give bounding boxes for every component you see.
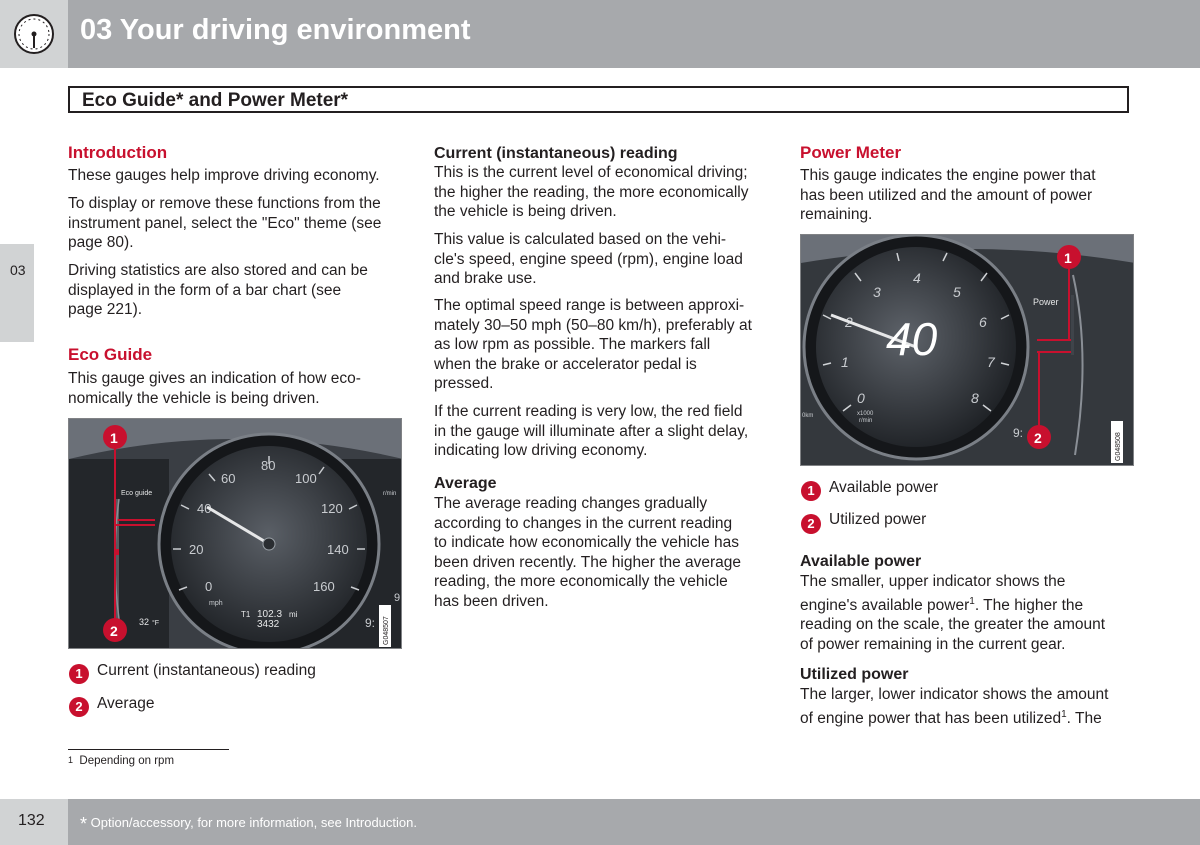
rpm-label-0: 0: [857, 390, 865, 406]
current-reading-paragraph-3: The optimal speed range is between approxi- mately 30–50 mph (50–80 km/h), preferably at as low rpm as possible. The markers fall when the brake or accelerator pedal is pressed.: [434, 297, 752, 392]
odometer-value: 3432: [257, 619, 280, 630]
speed-label-120: 120: [321, 501, 343, 516]
rpm-label-4: 4: [913, 270, 921, 286]
eco-guide-heading: Eco Guide: [68, 345, 153, 364]
speed-label-140: 140: [327, 542, 349, 557]
speed-label-20: 20: [189, 542, 204, 557]
legend-badge-1: 1: [69, 664, 89, 684]
clock-value-power: 9:: [1013, 426, 1024, 440]
utilized-power-paragraph: The larger, lower indicator shows the amount of engine power that has been utilized$^1$. The: [800, 686, 1109, 727]
legend-text-utilized: Utilized power: [829, 511, 927, 528]
footnote-rule: [68, 749, 229, 750]
temperature-value: 32: [139, 617, 150, 627]
trip-unit: mi: [289, 610, 298, 619]
svg-text:1: 1: [110, 430, 118, 446]
section-title-box: [68, 86, 1129, 113]
speed-label-160: 160: [313, 579, 335, 594]
average-paragraph: The average reading changes gradually according to changes in the current reading to indicate how economically the vehicle has been driven recently. The higher the average reading, the more economically the vehicle has been driven.: [434, 495, 742, 610]
speed-label-80: 80: [261, 458, 276, 473]
x1000-label: x1000: [857, 411, 874, 417]
legend-badge-1-power: 1: [801, 481, 821, 501]
rpm-label-6: 6: [979, 314, 987, 330]
rpm-label-1: 1: [841, 354, 849, 370]
speed-label-0: 0: [205, 579, 213, 594]
temperature-unit: °F: [152, 620, 160, 627]
intro-paragraph-1: These gauges help improve driving economy.: [68, 167, 380, 184]
page-number: 132: [18, 812, 45, 829]
average-heading: Average: [434, 475, 497, 492]
gauge-icon: [0, 0, 68, 68]
current-reading-heading: Current (instantaneous) reading: [434, 145, 678, 162]
rpm-label-3: 3: [873, 284, 881, 300]
power-meter-figure: [800, 234, 1134, 466]
chapter-title: 03 Your driving environment: [80, 14, 471, 46]
clock-value: 9:: [365, 616, 376, 630]
footer-note: * Option/accessory, for more information, see Introduction.: [80, 814, 417, 834]
svg-text:2: 2: [110, 623, 118, 639]
rpm-label-7: 7: [987, 354, 995, 370]
eco-guide-paragraph: This gauge gives an indication of how eco- nomically the vehicle is being driven.: [68, 370, 361, 407]
speed-label-100: 100: [295, 471, 317, 486]
power-meter-paragraph: This gauge indicates the engine power that has been utilized and the amount of power remaining.: [800, 167, 1096, 223]
legend-badge-2-power: 2: [801, 514, 821, 534]
trip-value: 102.3: [257, 609, 283, 620]
footnote: 1 Depending on rpm: [68, 755, 175, 767]
eco-guide-gauge-illustration: [69, 419, 402, 649]
section-title: Eco Guide* and Power Meter*: [82, 90, 349, 111]
eco-guide-figure: [68, 418, 402, 649]
eco-guide-label: Eco guide: [121, 490, 153, 497]
trip-label: T1: [241, 610, 251, 619]
svg-text:1: 1: [1064, 250, 1072, 266]
km-label: 0km: [802, 413, 814, 419]
rpm-small-label: r/min: [383, 491, 397, 497]
chapter-icon-box: [0, 0, 68, 68]
current-reading-paragraph-4: If the current reading is very low, the red field in the gauge will illuminate after a slight delay, indicating low driving economy.: [434, 403, 749, 459]
speed-label-40: 40: [197, 501, 212, 516]
power-meter-gauge-illustration: [801, 235, 1134, 466]
introduction-heading: Introduction: [68, 143, 168, 162]
legend-text-current: Current (instantaneous) reading: [97, 662, 316, 679]
rpm-label-8: 8: [971, 390, 979, 406]
legend-text-available: Available power: [829, 479, 939, 496]
intro-paragraph-3: Driving statistics are also stored and can be displayed in the form of a bar chart (see page 221).: [68, 262, 368, 318]
figure-code: G048507: [383, 616, 390, 645]
speed-readout: 40: [886, 313, 938, 365]
figure-code-power: G048508: [1115, 432, 1122, 461]
intro-paragraph-2: To display or remove these functions from the instrument panel, select the "Eco" theme (see page 80).: [68, 195, 382, 251]
chapter-side-tab-label: 03: [10, 262, 26, 278]
rpm-number: 9: [394, 592, 401, 604]
power-meter-heading: Power Meter: [800, 143, 902, 162]
svg-text:2: 2: [1034, 430, 1042, 446]
rpm-label-5: 5: [953, 284, 961, 300]
utilized-power-heading: Utilized power: [800, 666, 909, 683]
chapter-side-tab: [0, 244, 34, 342]
available-power-paragraph: The smaller, upper indicator shows the engine's available power$^1$. The higher the reading on the scale, the greater the amount of power remaining in the current gear.: [800, 573, 1106, 653]
current-reading-paragraph-1: This is the current level of economical driving; the higher the reading, the more economically the vehicle is being driven.: [434, 164, 749, 220]
mph-label: mph: [209, 600, 223, 607]
current-reading-paragraph-2: This value is calculated based on the vehi- cle's speed, engine speed (rpm), engine load and brake use.: [434, 231, 743, 287]
legend-text-average: Average: [97, 695, 155, 712]
available-power-heading: Available power: [800, 553, 922, 570]
power-label: Power: [1033, 297, 1059, 307]
legend-badge-2: 2: [69, 697, 89, 717]
speed-label-60: 60: [221, 471, 236, 486]
rmin-label: r/min: [859, 418, 873, 424]
